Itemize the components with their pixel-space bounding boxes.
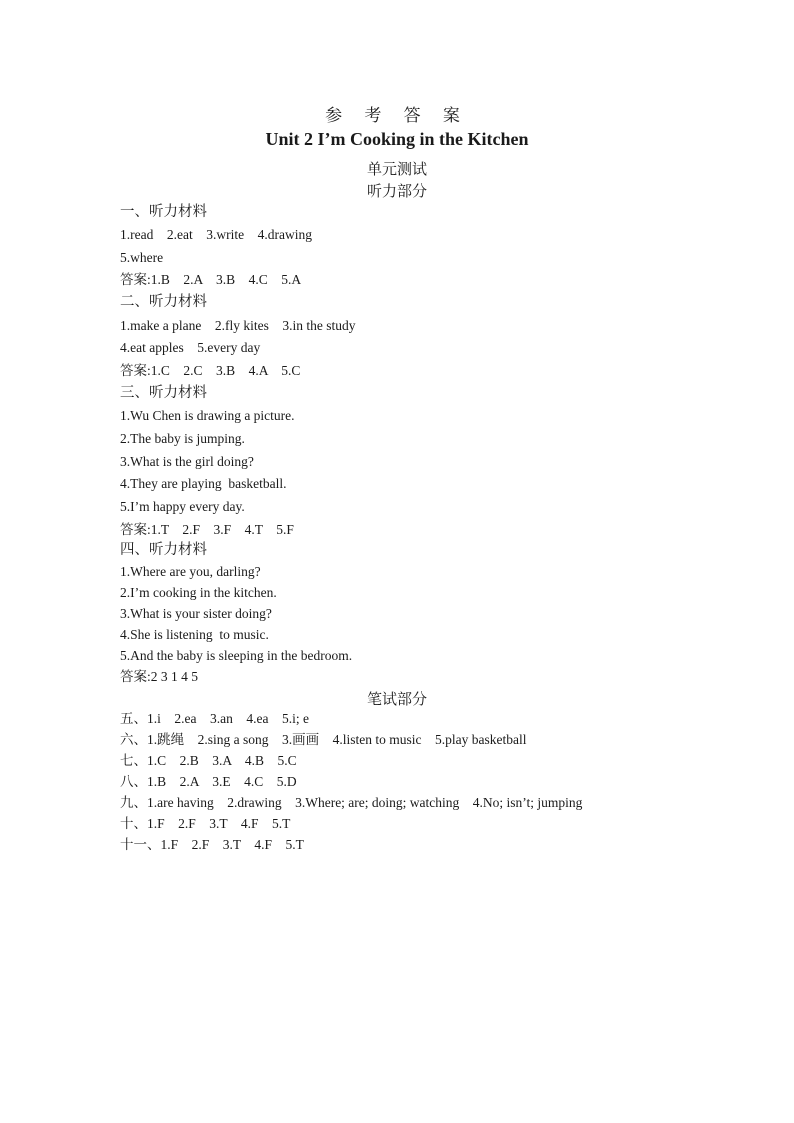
answer-line: 5.where bbox=[120, 250, 164, 265]
answer-line: 4.eat apples 5.every day bbox=[120, 340, 261, 355]
answer-line: 1.make a plane 2.fly kites 3.in the study bbox=[120, 318, 356, 333]
answer-line: 七、1.C 2.B 3.A 4.B 5.C bbox=[120, 753, 297, 768]
answer-line: 十一、1.F 2.F 3.T 4.F 5.T bbox=[120, 837, 304, 852]
answer-line: 1.read 2.eat 3.write 4.drawing bbox=[120, 227, 312, 242]
answer-line: 1.Where are you, darling? bbox=[120, 564, 261, 579]
answer-line: 答案:1.C 2.C 3.B 4.A 5.C bbox=[120, 363, 301, 378]
answer-line: 3.What is the girl doing? bbox=[120, 454, 254, 469]
answer-line: 九、1.are having 2.drawing 3.Where; are; doing; watching 4.No; isn’t; jumping bbox=[120, 795, 583, 810]
answer-line: 3.What is your sister doing? bbox=[120, 606, 272, 621]
answer-line: 2.I’m cooking in the kitchen. bbox=[120, 585, 277, 600]
answer-line: 八、1.B 2.A 3.E 4.C 5.D bbox=[120, 774, 297, 789]
answer-line: 五、1.i 2.ea 3.an 4.ea 5.i; e bbox=[120, 711, 309, 726]
answer-line: 二、听力材料 bbox=[120, 294, 207, 310]
answer-line: 1.Wu Chen is drawing a picture. bbox=[120, 408, 295, 423]
answer-line: 答案:1.T 2.F 3.F 4.T 5.F bbox=[120, 522, 294, 537]
answer-line: 一、听力材料 bbox=[120, 204, 207, 220]
answer-line: 四、听力材料 bbox=[120, 542, 207, 558]
answer-line: 六、1.跳绳 2.sing a song 3.画画 4.listen to music 5.play basketball bbox=[120, 732, 527, 747]
answer-line: 5.I’m happy every day. bbox=[120, 499, 245, 514]
answer-line: 4.They are playing basketball. bbox=[120, 476, 287, 491]
unit-test-label: 单元测试 bbox=[366, 162, 427, 178]
listening-section-label: 听力部分 bbox=[366, 184, 427, 200]
answer-line: 4.She is listening to music. bbox=[120, 627, 269, 642]
writing-section-label: 笔试部分 bbox=[366, 692, 427, 708]
answer-line: 5.And the baby is sleeping in the bedroom. bbox=[120, 648, 353, 663]
answer-line: 三、听力材料 bbox=[120, 385, 207, 401]
page-title: 参 考 答 案 bbox=[325, 106, 469, 125]
answer-line: 答案:1.B 2.A 3.B 4.C 5.A bbox=[120, 272, 302, 287]
answer-line: 2.The baby is jumping. bbox=[120, 431, 245, 446]
unit-title: Unit 2 I’m Cooking in the Kitchen bbox=[265, 129, 529, 149]
answer-line: 答案:2 3 1 4 5 bbox=[120, 669, 199, 684]
answer-line: 十、1.F 2.F 3.T 4.F 5.T bbox=[120, 816, 291, 831]
